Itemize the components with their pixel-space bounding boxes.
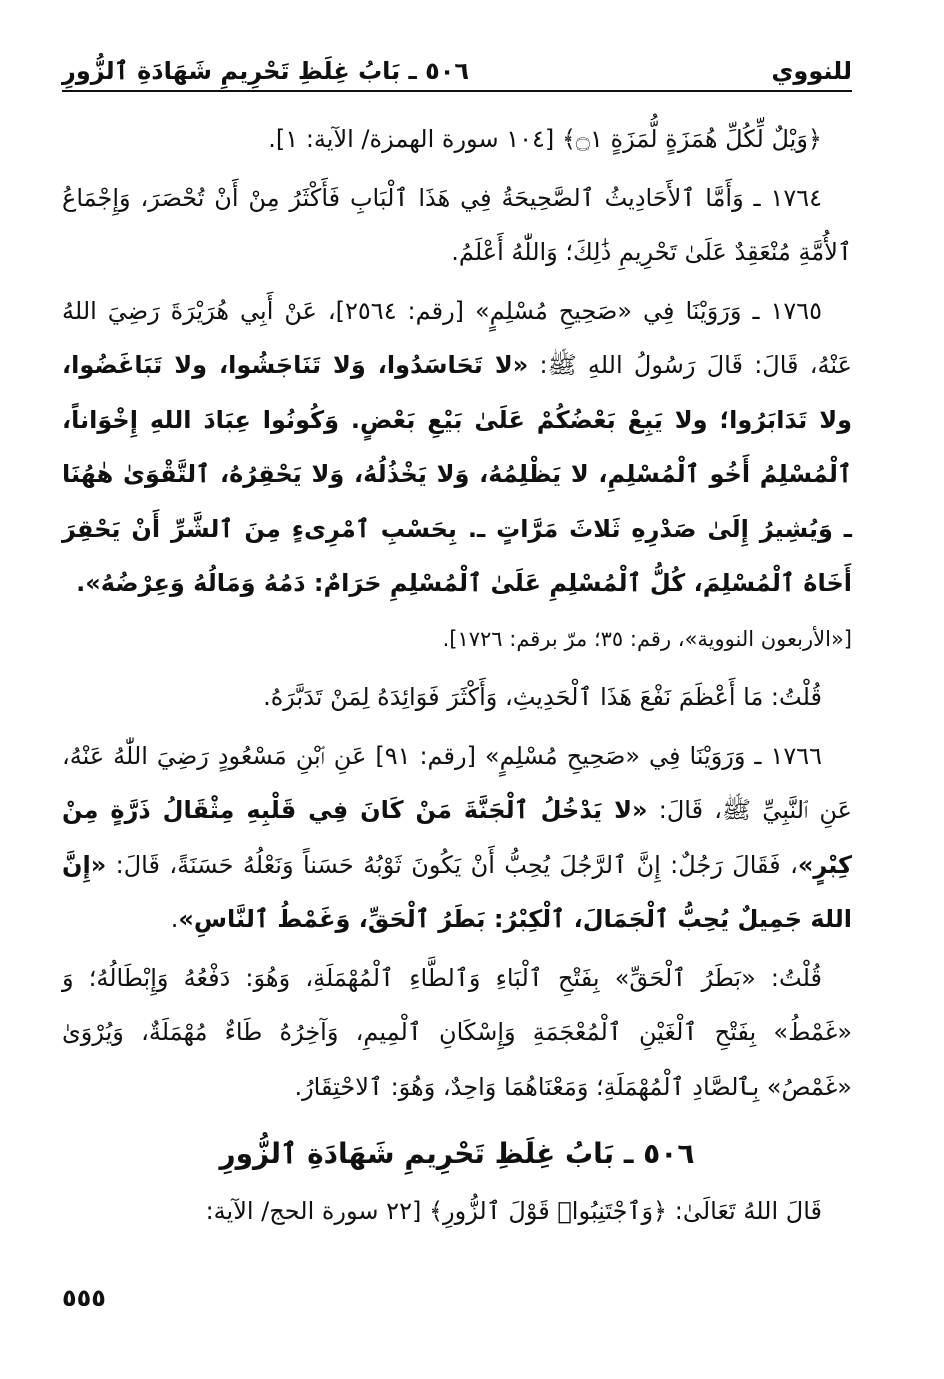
hadith-1765: ١٧٦٥ ـ وَرَوَيْنَا فِي «صَحِيحِ مُسْلِمٍ» [رقم: ٢٥٦٤]، عَنْ أَبِي هُرَيْرَةَ رَضِيَ اللهُ عَنْهُ، قَالَ: قَالَ رَسُولُ اللهِ ﷺ: «لا تَحَاسَدُوا، وَلا تَنَاجَشُوا، ولا تَبَاغَضُوا، ولا تَدَابَرُوا؛ ولا يَبِعْ بَعْضُكُمْ عَلَىٰ بَيْعِ بَعْضٍ. وَكُونُوا عِبَادَ اللهِ إِخْوَاناً، ٱلْمُسْلِمُ أَخُو ٱلْمُسْلِمِ، لا يَظْلِمُهُ، وَلا يَخْذُلُهُ، وَلا يَحْقِرُهُ، ٱلتَّقْوَىٰ هٰهُنَا ـ وَيُشِيرُ إِلَىٰ صَدْرِهِ ثَلاثَ مَرَّاتٍ ـ. بِحَسْبِ ٱمْرِىءٍ مِنَ ٱلشَّرِّ أَنْ يَحْقِرَ أَخَاهُ ٱلْمُسْلِمَ، كُلُّ ٱلْمُسْلِمِ عَلَىٰ ٱلْمُسْلِمِ حَرَامٌ: دَمُهُ وَمَالُهُ وَعِرْضُهُ». [«الأربعون النووية»، رقم: ٣٥؛ مرّ برقم: ١٧٢٦]. bbox=[62, 296, 852, 651]
hadith-1766: ١٧٦٦ ـ وَرَوَيْنَا فِي «صَحِيحِ مُسْلِمٍ» [رقم: ٩١] عَنِ ٱبْنِ مَسْعُودٍ رَضِيَ اللّٰهُ عَنْهُ، عَنِ ٱلنَّبِيِّ ﷺ، قَالَ: «لا يَدْخُلُ ٱلْجَنَّةَ مَنْ كَانَ فِي قَلْبِهِ مِثْقَالُ ذَرَّةٍ مِنْ كِبْرٍ»، فَقَالَ رَجُلٌ: إِنَّ ٱلرَّجُلَ يُحِبُّ أَنْ يَكُونَ ثَوْبُهُ حَسَناً وَنَعْلُهُ حَسَنَةً، قَالَ: «إِنَّ اللهَ جَمِيلٌ يُحِبُّ ٱلْجَمَالَ، ٱلْكِبْرُ: بَطَرُ ٱلْحَقِّ، وَغَمْطُ ٱلنَّاسِ». bbox=[62, 741, 853, 933]
chapter-opening-line: قَالَ اللهُ تَعَالَىٰ: ﴿وَٱجْتَنِبُوا۟ قَوْلَ ٱلزُّورِ﴾ [٢٢ سورة الحج/ الآية: bbox=[205, 1197, 822, 1225]
hadith-1764: ١٧٦٤ ـ وَأَمَّا ٱلأَحَادِيثُ ٱلصَّحِيحَةُ فِي هَذَا ٱلْبَابِ فَأَكْثَرُ مِنْ أَنْ تُحْصَرَ، وَإِجْمَاعُ ٱلأُمَّةِ مُنْعَقِدٌ عَلَىٰ تَحْرِيمِ ذَٰلِكَ؛ وَاللّٰهُ أَعْلَمُ. bbox=[62, 183, 852, 266]
hadith-1765-text: «لا تَحَاسَدُوا، وَلا تَنَاجَشُوا، ولا تَبَاغَضُوا، ولا تَدَابَرُوا؛ ولا يَبِعْ بَعْضُكُمْ عَلَىٰ بَيْعِ بَعْضٍ. وَكُونُوا عِبَادَ اللهِ إِخْوَاناً، ٱلْمُسْلِمُ أَخُو ٱلْمُسْلِمِ، لا يَظْلِمُهُ، وَلا يَخْذُلُهُ، وَلا يَحْقِرُهُ، ٱلتَّقْوَىٰ هٰهُنَا ـ وَيُشِيرُ إِلَىٰ صَدْرِهِ ثَلاثَ مَرَّاتٍ ـ. بِحَسْبِ ٱمْرِىءٍ مِنَ ٱلشَّرِّ أَنْ يَحْقِرَ أَخَاهُ ٱلْمُسْلِمَ، كُلُّ ٱلْمُسْلِمِ عَلَىٰ ٱلْمُسْلِمِ حَرَامٌ: دَمُهُ وَمَالُهُ وَعِرْضُهُ». bbox=[62, 351, 852, 597]
book-title: للنووي bbox=[771, 57, 852, 85]
running-header bbox=[62, 48, 852, 92]
chapter-title: ٥٠٦ ـ بَابُ غِلَظِ تَحْرِيمِ شَهَادَةِ ٱلزُّورِ bbox=[219, 1137, 695, 1170]
page-body bbox=[62, 112, 852, 1243]
commentary-1765: قُلْتُ: مَا أَعْظَمَ نَفْعَ هَذَا ٱلْحَدِيثِ، وَأَكْثَرَ فَوَائِدَهُ لِمَنْ تَدَبَّرَهُ. bbox=[263, 683, 822, 711]
hadith-1765-reference: [«الأربعون النووية»، رقم: ٣٥؛ مرّ برقم: ١٧٢٦]. bbox=[442, 626, 852, 651]
hadith-1766-text-a: «لا يَدْخُلُ ٱلْجَنَّةَ مَنْ كَانَ فِي قَلْبِهِ مِثْقَالُ ذَرَّةٍ مِنْ كِبْرٍ» bbox=[62, 796, 852, 879]
chapter-header: ٥٠٦ ـ بَابُ غِلَظِ تَحْرِيمِ شَهَادَةِ ٱلزُّورِ bbox=[62, 57, 470, 85]
hadith-1766-text-b: «إِنَّ اللهَ جَمِيلٌ يُحِبُّ ٱلْجَمَالَ، ٱلْكِبْرُ: بَطَرُ ٱلْحَقِّ، وَغَمْطُ ٱلنَّاسِ» bbox=[62, 850, 852, 933]
quran-verse: ﴿وَيْلٌ لِّكُلِّ هُمَزَةٍ لُّمَزَةٍ ۝١﴾ [١٠٤ سورة الهمزة/ الآية: ١]. bbox=[268, 125, 822, 153]
page-number: ٥٥٥ bbox=[62, 1284, 106, 1312]
commentary-1766: قُلْتُ: «بَطَرُ ٱلْحَقِّ» بِفَتْحِ ٱلْبَاءِ وَٱلطَّاءِ ٱلْمُهْمَلَةِ، وَهُوَ: دَفْعُهُ وَإِبْطَالُهُ؛ وَ «غَمْطُ» بِفَتْحِ ٱلْغَيْنِ ٱلْمُعْجَمَةِ وَإِسْكَانِ ٱلْمِيمِ، وَآخِرُهُ طَاءٌ مُهْمَلَةٌ، وَيُرْوَىٰ «غَمْصُ» بِٱلصَّادِ ٱلْمُهْمَلَةِ؛ وَمَعْنَاهُمَا وَاحِدٌ، وَهُوَ: ٱلاحْتِقَارُ. bbox=[62, 963, 852, 1101]
